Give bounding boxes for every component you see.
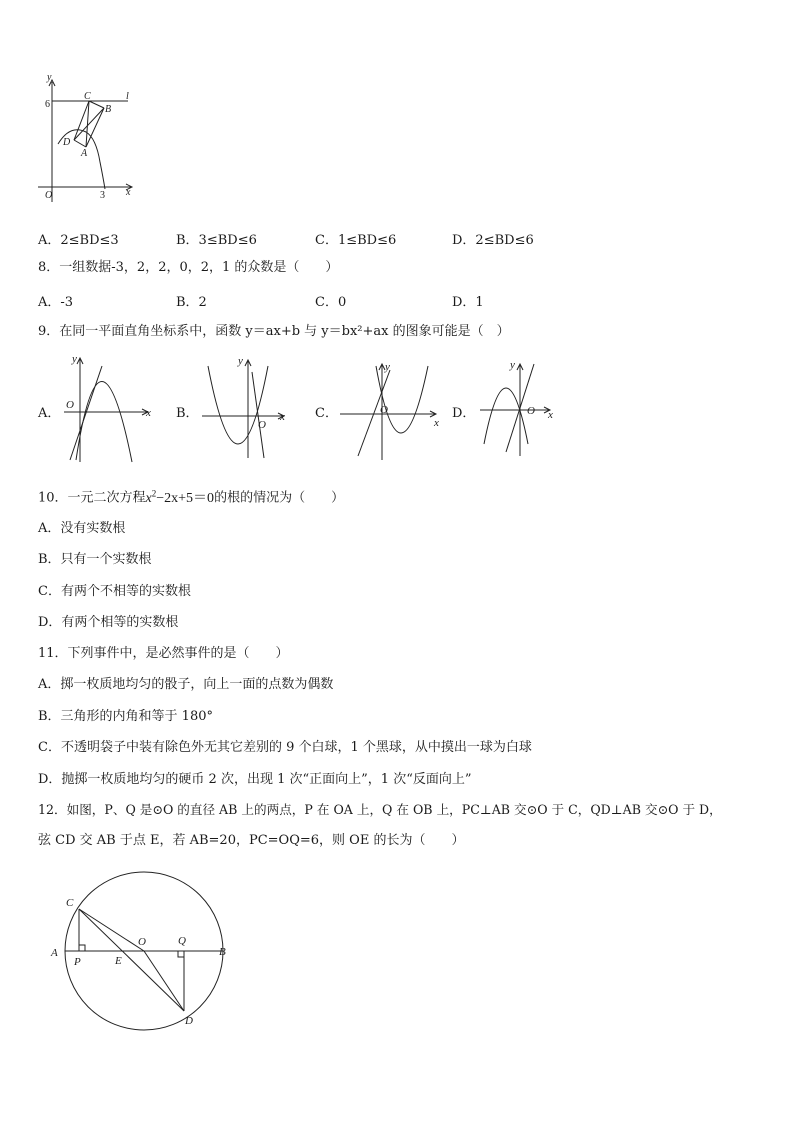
q12-label-p: P <box>74 956 81 968</box>
q9-d-o: O <box>527 405 535 417</box>
q7-label-c: C <box>84 91 91 102</box>
q9-option-a-label: A． <box>38 406 61 421</box>
q9-c-o: O <box>380 404 388 416</box>
q12-figure <box>48 866 244 1036</box>
q7-label-b: B <box>105 104 112 115</box>
q10-option-b: B．只有一个实数根 <box>38 552 152 567</box>
q8-option-d: D．1 <box>452 295 484 310</box>
q7-option-b: B．3≤BD≤6 <box>176 233 257 248</box>
q7-label-o: O <box>45 190 53 201</box>
q12-label-d: D <box>185 1015 193 1027</box>
q9-a-x: x <box>146 407 151 419</box>
q7-option-a: A．2≤BD≤3 <box>38 233 119 248</box>
q12-label-e: E <box>115 955 122 967</box>
q7-label-6: 6 <box>45 99 50 110</box>
q9-stem: 9．在同一平面直角坐标系中，函数 y＝ax+b 与 y＝bx²+ax 的图象可能是（ ） <box>38 324 510 339</box>
q9-a-o: O <box>66 399 74 411</box>
q9-a-y: y <box>72 353 77 365</box>
q7-label-a: A <box>81 148 88 159</box>
q12-label-a: A <box>51 947 58 959</box>
q12-stem-line1: 12．如图，P、Q 是⊙O 的直径 AB 上的两点，P 在 OA 上，Q 在 OB 上，PC⊥AB 交⊙O 于 C，QD⊥AB 交⊙O 于 D， <box>38 802 722 817</box>
q7-label-d: D <box>63 137 71 148</box>
q10-stem-prefix: 10．一元二次方程 <box>38 490 146 506</box>
q9-d-y: y <box>510 359 515 371</box>
q10-option-a: A．没有实数根 <box>38 521 126 536</box>
q7-label-y: y <box>47 74 52 83</box>
q7-option-d: D．2≤BD≤6 <box>452 233 534 248</box>
q12-label-b: B <box>219 946 226 958</box>
q11-option-d: D．抛掷一枚质地均匀的硬币 2 次，出现 1 次“正面向上”，1 次“反面向上” <box>38 772 472 787</box>
q7-label-3: 3 <box>100 190 105 201</box>
q8-option-a: A．-3 <box>38 295 74 310</box>
q10-option-d: D．有两个相等的实数根 <box>38 615 179 630</box>
q7-option-c: C．1≤BD≤6 <box>315 233 397 248</box>
q9-c-x: x <box>434 417 439 429</box>
q12-label-o: O <box>138 936 146 948</box>
q10-stem-suffix: 的根的情况为（ ） <box>214 490 345 506</box>
q9-option-b-label: B． <box>176 406 199 421</box>
q10-eq-x: x <box>145 490 152 506</box>
q11-option-a: A．掷一枚质地均匀的骰子，向上一面的点数为偶数 <box>38 677 334 692</box>
q9-c-y: y <box>385 361 390 373</box>
q10-option-c: C．有两个不相等的实数根 <box>38 584 191 599</box>
q9-option-c-label: C． <box>315 406 338 421</box>
q12-label-c: C <box>66 897 74 909</box>
q9-option-d-label: D． <box>452 406 476 421</box>
q7-label-l: l <box>126 91 129 102</box>
q9-d-x: x <box>548 409 553 421</box>
q7-figure <box>34 74 144 204</box>
q11-option-c: C．不透明袋子中装有除色外无其它差别的 9 个白球，1 个黑球，从中摸出一球为白球 <box>38 740 532 755</box>
q12-stem-line2: 弦 CD 交 AB 于点 E，若 AB=20，PC=OQ=6，则 OE 的长为（ ） <box>38 833 465 848</box>
q8-stem: 8．一组数据-3，2，2，0，2，1 的众数是（ ） <box>38 260 339 275</box>
q10-eq-sup: 2 <box>151 488 157 498</box>
q9-graph-a <box>60 352 160 464</box>
q9-b-y: y <box>238 355 243 367</box>
q11-option-b: B．三角形的内角和等于 180° <box>38 709 213 724</box>
q9-b-x: x <box>280 411 285 423</box>
q10-stem <box>38 484 344 508</box>
q7-label-x: x <box>126 187 131 198</box>
q11-stem: 11．下列事件中，是必然事件的是（ ） <box>38 646 289 661</box>
q9-graph-c <box>338 360 446 462</box>
q8-option-b: B．2 <box>176 295 207 310</box>
q9-graph-b <box>200 352 295 464</box>
q12-label-q: Q <box>178 935 186 947</box>
q9-graph-d <box>478 358 560 462</box>
q9-b-o: O <box>258 419 266 431</box>
q10-equation <box>145 488 215 506</box>
q8-option-c: C．0 <box>315 295 347 310</box>
q10-eq-rest: −2x+5＝0 <box>156 490 215 506</box>
